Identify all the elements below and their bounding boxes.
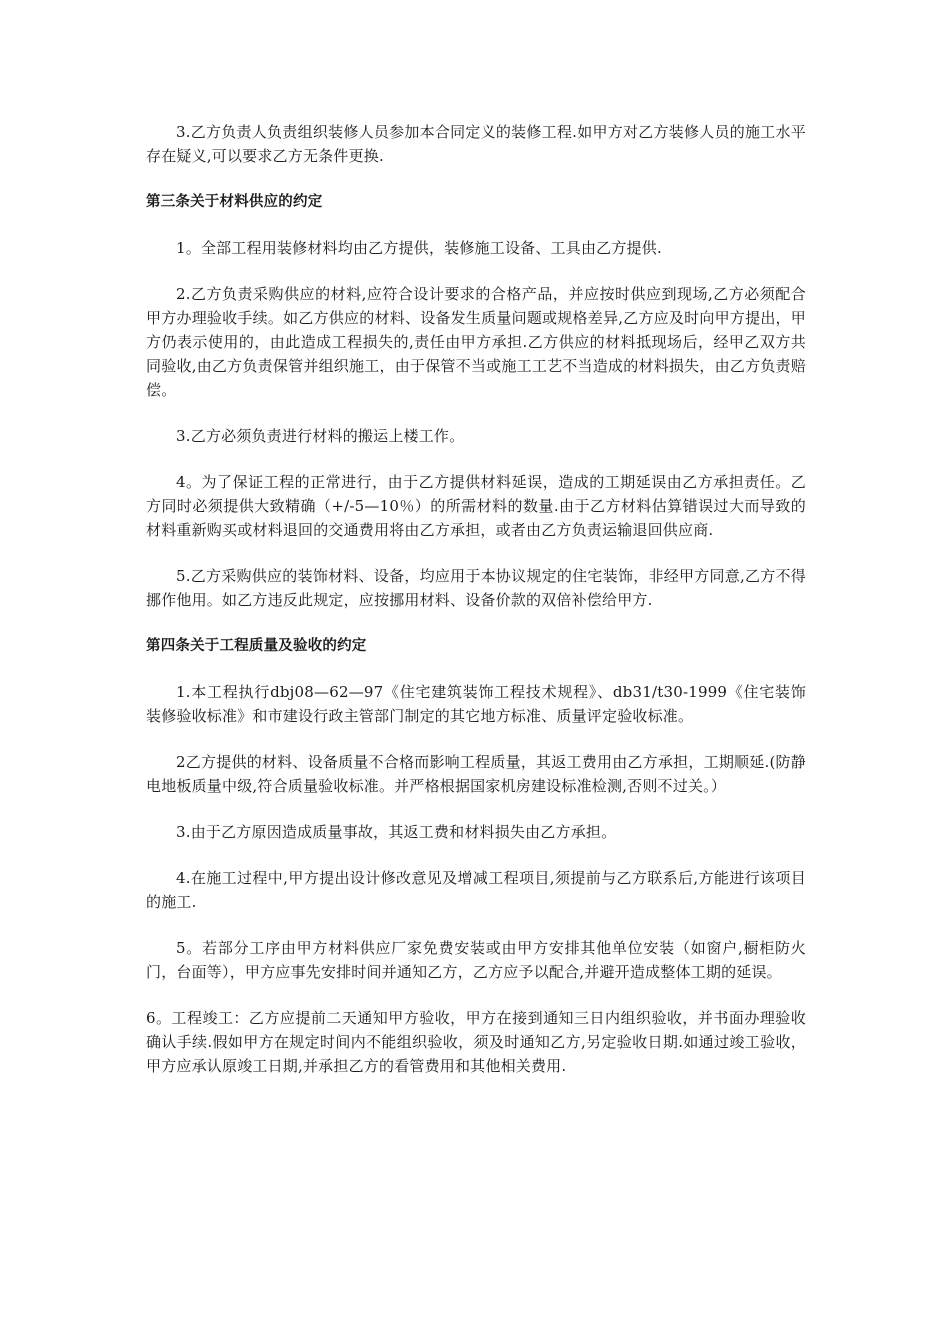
- paragraph-3-4-delays: 4。为了保证工程的正常进行，由于乙方提供材料延误，造成的工期延误由乙方承担责任。乙方同时必须提供大致精确（+/-5—10％）的所需材料的数量.由于乙方材料估算错误过大而导致的材料重新购买或材料退回的交通费用将由乙方承担，或者由乙方负责运输退回供应商.: [146, 473, 806, 539]
- paragraph-4-6-completion: 6。工程竣工：乙方应提前二天通知甲方验收，甲方在接到通知三日内组织验收，并书面办理验收确认手续.假如甲方在规定时间内不能组织验收，须及时通知乙方,另定验收日期.如通过竣工验收，甲方应承认原竣工日期,并承担乙方的看管费用和其他相关费用.: [146, 1009, 806, 1075]
- paragraph-3-1-materials-supply: 1。全部工程用装修材料均由乙方提供，装修施工设备、工具由乙方提供.: [176, 239, 662, 257]
- paragraph-3-5-misuse: 5.乙方采购供应的装饰材料、设备，均应用于本协议规定的住宅装饰，非经甲方同意,乙方不得挪作他用。如乙方违反此规定，应按挪用材料、设备价款的双倍补偿给甲方.: [146, 567, 806, 609]
- paragraph-4-4-changes: 4.在施工过程中,甲方提出设计修改意见及增减工程项目,须提前与乙方联系后,方能进行该项目的施工.: [146, 869, 806, 911]
- paragraph-4-2-defects: 2乙方提供的材料、设备质量不合格而影响工程质量，其返工费用由乙方承担，工期顺延.(防静电地板质量中级,符合质量验收标准。并严格根据国家机房建设标准检测,否则不过关。）: [146, 753, 806, 795]
- paragraph-4-1-standards: 1.本工程执行dbj08—62—97《住宅建筑装饰工程技术规程》、db31/t30-1999《住宅装饰装修验收标准》和市建设行政主管部门制定的其它地方标准、质量评定验收标准。: [146, 683, 806, 725]
- document-body: [146, 120, 806, 1100]
- paragraph-3-staff-responsibility: 3.乙方负责人负责组织装修人员参加本合同定义的装修工程.如甲方对乙方装修人员的施工水平存在疑义,可以要求乙方无条件更换.: [146, 123, 806, 165]
- paragraph-4-5-third-party: 5。若部分工序由甲方材料供应厂家免费安装或由甲方安排其他单位安装（如窗户,橱柜防火门，台面等），甲方应事先安排时间并通知乙方，乙方应予以配合,并避开造成整体工期的延误。: [146, 939, 806, 981]
- paragraph-4-3-accidents: 3.由于乙方原因造成质量事故，其返工费和材料损失由乙方承担。: [176, 823, 617, 841]
- paragraph-3-2-procurement: 2.乙方负责采购供应的材料,应符合设计要求的合格产品，并应按时供应到现场,乙方必须配合甲方办理验收手续。如乙方供应的材料、设备发生质量问题或规格差异,乙方应及时向甲方提出，甲方仍表示使用的，由此造成工程损失的,责任由甲方承担.乙方供应的材料抵现场后，经甲乙双方共同验收,由乙方负责保管并组织施工，由于保管不当或施工工艺不当造成的材料损失，由乙方负责赔偿。: [146, 285, 806, 399]
- paragraph-3-3-transport: 3.乙方必须负责进行材料的搬运上楼工作。: [176, 427, 465, 445]
- heading-article-3-materials: 第三条关于材料供应的约定: [146, 194, 323, 210]
- heading-article-4-quality: 第四条关于工程质量及验收的约定: [146, 638, 367, 654]
